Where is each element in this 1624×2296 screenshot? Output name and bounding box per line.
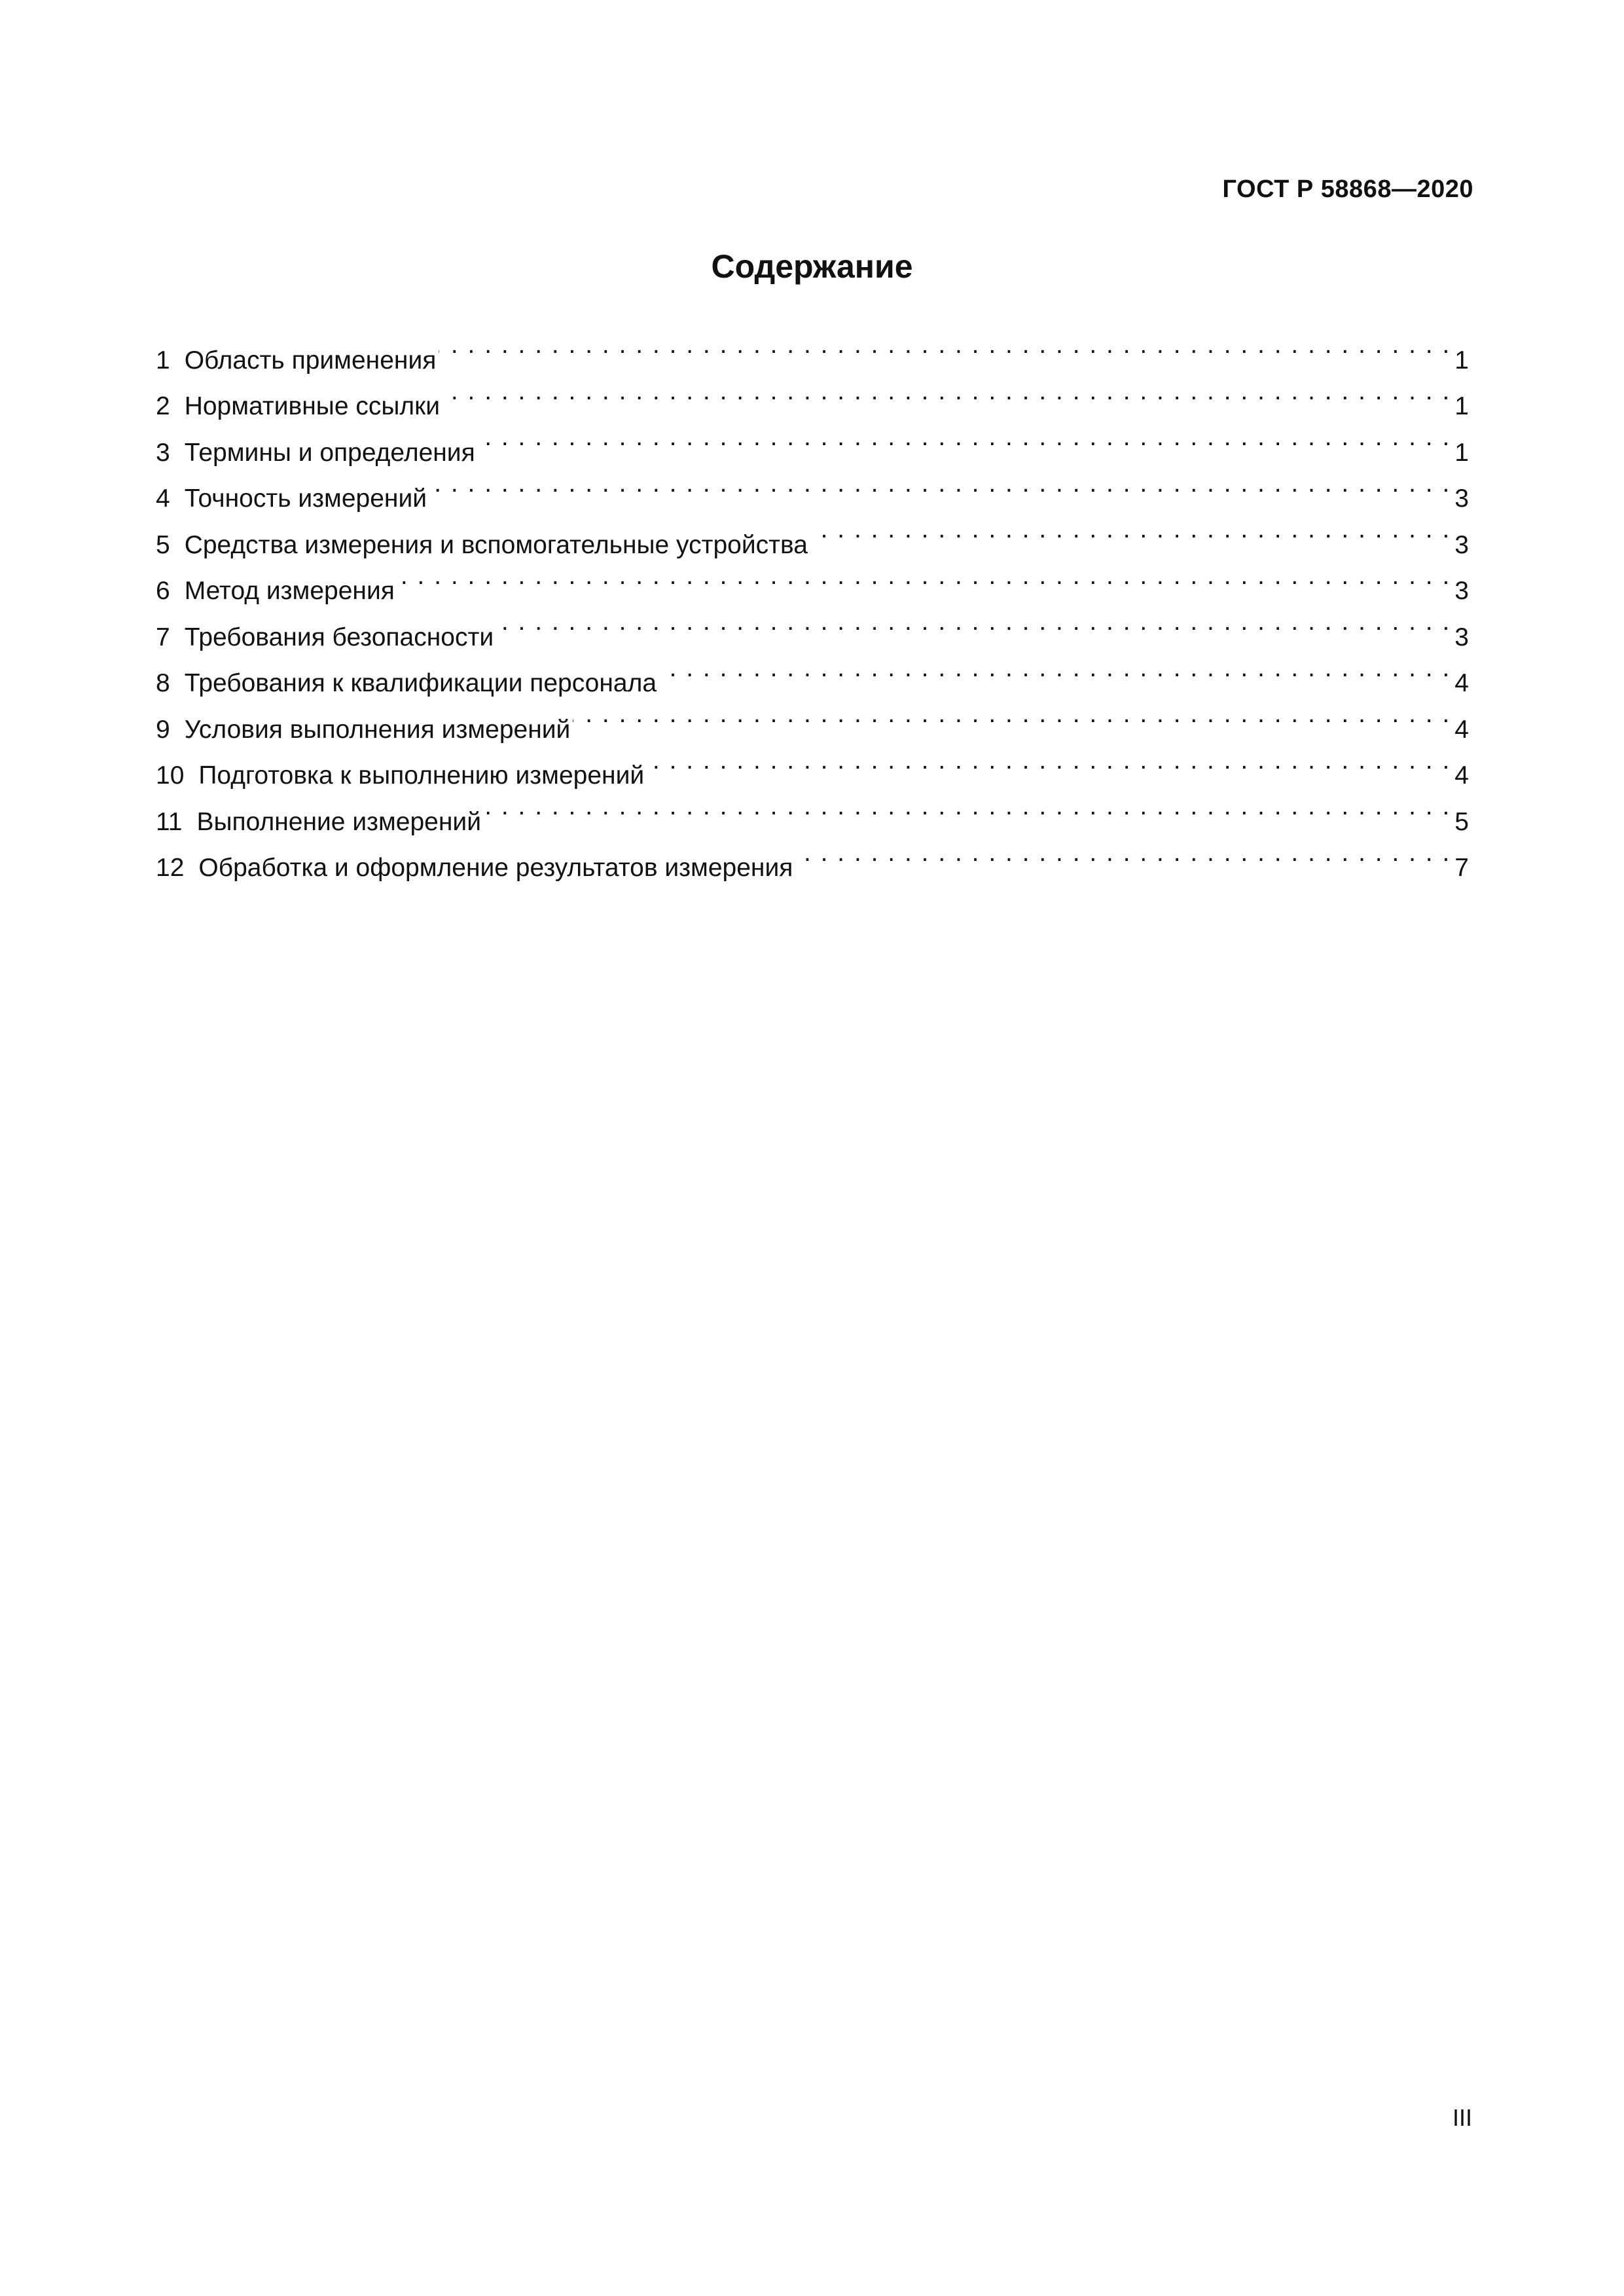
toc-entry-number: 1	[156, 346, 170, 374]
toc-entry-title: Условия выполнения измерений	[184, 715, 571, 744]
toc-dot-leader	[429, 461, 1451, 507]
toc-dot-leader	[397, 553, 1451, 600]
toc-dot-leader	[659, 646, 1451, 692]
toc-entry-number: 5	[156, 530, 170, 559]
toc-dot-leader	[478, 414, 1451, 461]
toc-dot-leader	[439, 322, 1451, 369]
toc-entry-title: Требования к квалификации персонала	[184, 669, 657, 697]
toc-entry-page: 3	[1454, 484, 1469, 513]
toc-title: Содержание	[711, 248, 913, 285]
toc-entry-page: 3	[1454, 530, 1469, 559]
toc-dot-leader	[795, 830, 1451, 877]
toc-entry-title: Подготовка к выполнению измерений	[198, 761, 645, 790]
toc-entry-page: 1	[1454, 438, 1469, 467]
toc-entry-page: 5	[1454, 807, 1469, 836]
toc-entry-title: Требования безопасности	[184, 623, 494, 651]
toc-entry-title: Область применения	[184, 346, 437, 374]
toc-entry-title: Выполнение измерений	[196, 807, 481, 836]
toc-entry-title: Нормативные ссылки	[184, 392, 440, 420]
toc-entry-number: 9	[156, 715, 170, 744]
toc-entry-page: 1	[1454, 392, 1469, 420]
toc-entry-page: 4	[1454, 715, 1469, 744]
toc-entry-number: 2	[156, 392, 170, 420]
toc-entry[interactable]	[156, 322, 1469, 374]
toc-dot-leader	[647, 738, 1451, 784]
toc-entry-number: 10	[156, 761, 185, 790]
toc-entry-title: Обработка и оформление результатов измерения	[198, 854, 793, 882]
toc-entry-page: 3	[1454, 623, 1469, 651]
toc-dot-leader	[573, 691, 1451, 738]
toc-entry-page: 3	[1454, 577, 1469, 605]
toc-entry-number: 12	[156, 854, 185, 882]
toc-entry-number: 11	[156, 807, 183, 836]
toc-dot-leader	[484, 784, 1451, 830]
toc-dot-leader	[810, 507, 1451, 553]
toc-entry-page: 4	[1454, 669, 1469, 697]
toc-entry-page: 4	[1454, 761, 1469, 790]
toc-entry-title: Метод измерения	[184, 577, 395, 605]
toc-entry-number: 4	[156, 484, 170, 513]
toc-entry-title: Средства измерения и вспомогательные устройства	[184, 530, 808, 559]
toc-dot-leader	[496, 599, 1451, 646]
toc-dot-leader	[442, 369, 1451, 415]
toc-entry-title: Точность измерений	[184, 484, 427, 513]
toc-entry-title: Термины и определения	[184, 438, 475, 467]
document-code: ГОСТ Р 58868—2020	[1222, 175, 1473, 203]
toc-entry-number: 8	[156, 669, 170, 697]
toc-list	[156, 322, 1469, 882]
toc-entry-page: 7	[1454, 854, 1469, 882]
toc-entry-number: 6	[156, 577, 170, 605]
toc-entry-number: 3	[156, 438, 170, 467]
toc-entry-number: 7	[156, 623, 170, 651]
page-number: III	[1452, 2104, 1472, 2131]
toc-entry-page: 1	[1454, 346, 1469, 374]
